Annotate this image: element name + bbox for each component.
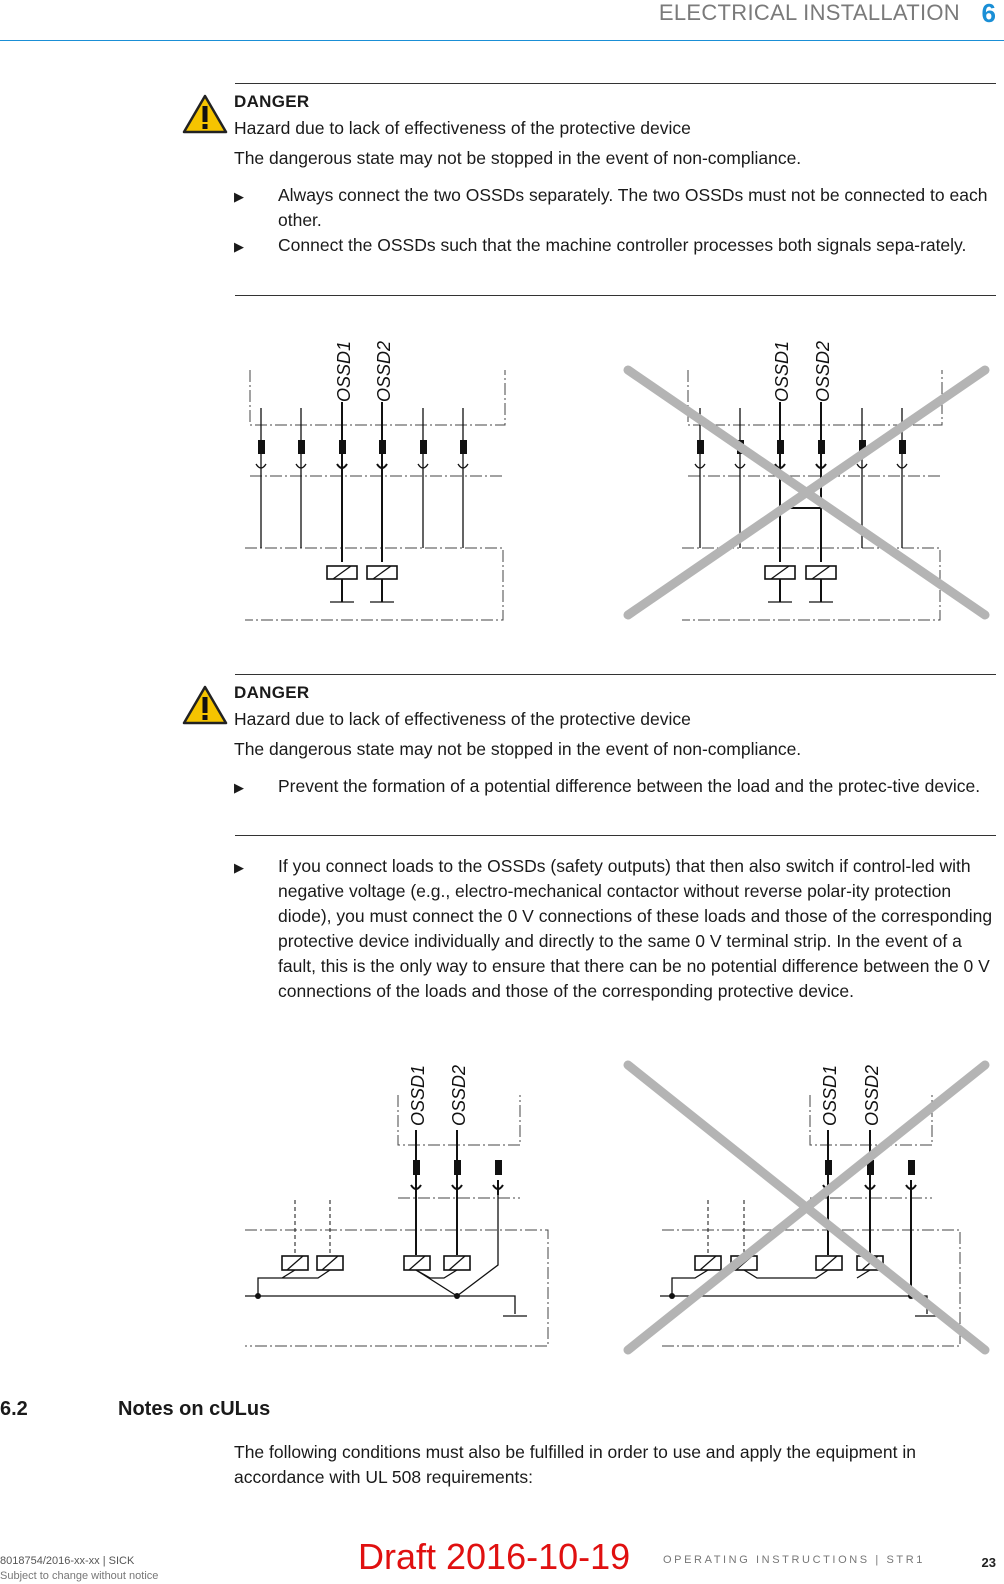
- danger-consequence: The dangerous state may not be stopped in the event of non-compliance.: [234, 739, 802, 759]
- ossd1-label: OSSD1: [408, 1064, 428, 1126]
- danger-instruction: Always connect the two OSSDs separately. The two OSSDs must not be connected to each other.: [278, 185, 988, 230]
- wiring-instruction: If you connect loads to the OSSDs (safety outputs) that then also switch if control-led with negative voltage (e.g., electro-mechanical contactor without reverse polar-ity protection diode), you must connect the 0 V connections of these loads and those of the corresponding protective device individually and directly to the same 0 V terminal strip. In the event of a fault, this is the only way to ensure that there can be no potential difference between the 0 V connections of the loads and those of the corresponding protective device.: [278, 856, 993, 1001]
- ossd2-label: OSSD2: [813, 340, 833, 402]
- section-body: The following conditions must also be fulfilled in order to use and apply the equipment in accordance with UL 508 requirements:: [234, 1442, 916, 1487]
- danger-bottom-rule: [235, 835, 996, 836]
- danger-subtitle: Hazard due to lack of effectiveness of the protective device: [234, 709, 691, 729]
- header-rule: [0, 40, 1004, 41]
- ossd2-label: OSSD2: [449, 1064, 469, 1126]
- ossd1-label: OSSD1: [772, 340, 792, 402]
- footer-notice: Subject to change without notice: [0, 1570, 159, 1582]
- bullet-arrow-icon: ▶: [234, 189, 244, 204]
- draft-watermark: Draft 2016-10-19: [358, 1536, 631, 1577]
- bullet-arrow-icon: ▶: [234, 780, 244, 795]
- warning-triangle-icon: [182, 684, 228, 726]
- danger-top-rule: [235, 674, 996, 675]
- danger-label: DANGER: [234, 92, 310, 111]
- danger-subtitle: Hazard due to lack of effectiveness of the protective device: [234, 118, 691, 138]
- ossd2-label: OSSD2: [374, 340, 394, 402]
- danger-bottom-rule: [235, 295, 996, 296]
- footer-doc-id: 8018754/2016-xx-xx | SICK: [0, 1555, 135, 1567]
- danger-instruction: Connect the OSSDs such that the machine controller processes both signals sepa-rately.: [278, 235, 967, 255]
- page-number: 23: [981, 1555, 996, 1570]
- warning-triangle-icon: [182, 93, 228, 135]
- ossd1-label: OSSD1: [334, 340, 354, 402]
- danger-consequence: The dangerous state may not be stopped in the event of non-compliance.: [234, 148, 802, 168]
- danger-label: DANGER: [234, 683, 310, 702]
- ossd1-label: OSSD1: [820, 1064, 840, 1126]
- ossd-wiring-diagram-separate: [230, 330, 1000, 630]
- bullet-arrow-icon: ▶: [234, 239, 244, 254]
- chapter-number: 6: [981, 0, 996, 28]
- ossd2-label: OSSD2: [862, 1064, 882, 1126]
- footer-manual: OPERATING INSTRUCTIONS | STR1: [663, 1554, 926, 1566]
- danger-instruction: Prevent the formation of a potential difference between the load and the protec-tive device.: [278, 776, 981, 796]
- ossd-wiring-diagram-zero-volt: [230, 1050, 1000, 1360]
- incorrect-cross-icon: [628, 1065, 985, 1350]
- section-number: 6.2: [0, 1398, 28, 1420]
- bullet-arrow-icon: ▶: [234, 860, 244, 875]
- danger-top-rule: [235, 83, 996, 84]
- section-title: Notes on cULus: [118, 1398, 271, 1420]
- running-header-title: ELECTRICAL INSTALLATION: [658, 0, 960, 25]
